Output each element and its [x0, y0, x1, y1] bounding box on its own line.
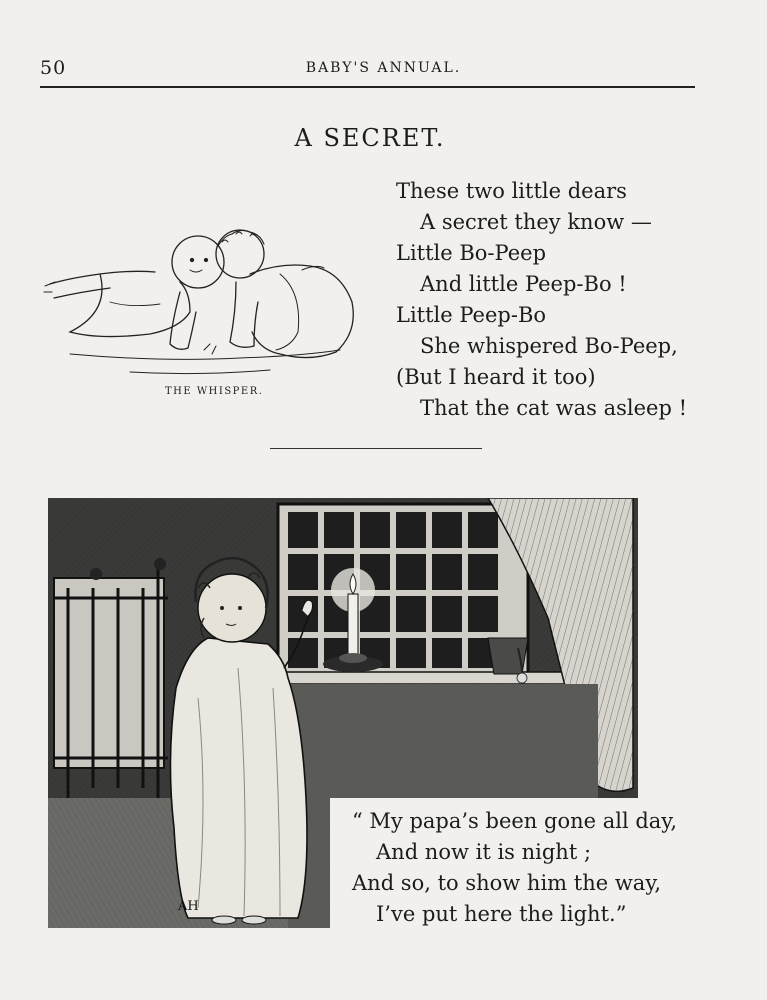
section-divider — [270, 448, 482, 449]
poem-line: She whispered Bo-Peep, — [420, 334, 678, 358]
artist-monogram: AH — [178, 899, 199, 914]
poem-line: That the cat was asleep ! — [420, 396, 688, 420]
poem-line: (But I heard it too) — [396, 365, 596, 389]
verse-line: “ My papa’s been gone all day, — [352, 809, 678, 833]
poem-line: Little Bo-Peep — [396, 241, 547, 265]
poem-line: Little Peep-Bo — [396, 303, 547, 327]
poem-a-secret — [396, 176, 687, 424]
verse-line: And now it is night ; — [376, 840, 592, 864]
poem-line: And little Peep-Bo ! — [420, 272, 627, 296]
page-number: 50 — [40, 57, 67, 79]
poem-title: A SECRET. — [294, 124, 446, 152]
whisper-caption: THE WHISPER. — [165, 386, 264, 397]
poem-line: A secret they know — — [420, 210, 652, 234]
running-head: BABY'S ANNUAL. — [305, 60, 462, 76]
header-rule — [40, 86, 695, 88]
verse-line: And so, to show him the way, — [352, 871, 662, 895]
poem-line: These two little dears — [396, 179, 627, 203]
night-verse — [330, 798, 688, 936]
whisper-illustration — [40, 222, 360, 392]
verse-line: I’ve put here the light.” — [376, 902, 627, 926]
